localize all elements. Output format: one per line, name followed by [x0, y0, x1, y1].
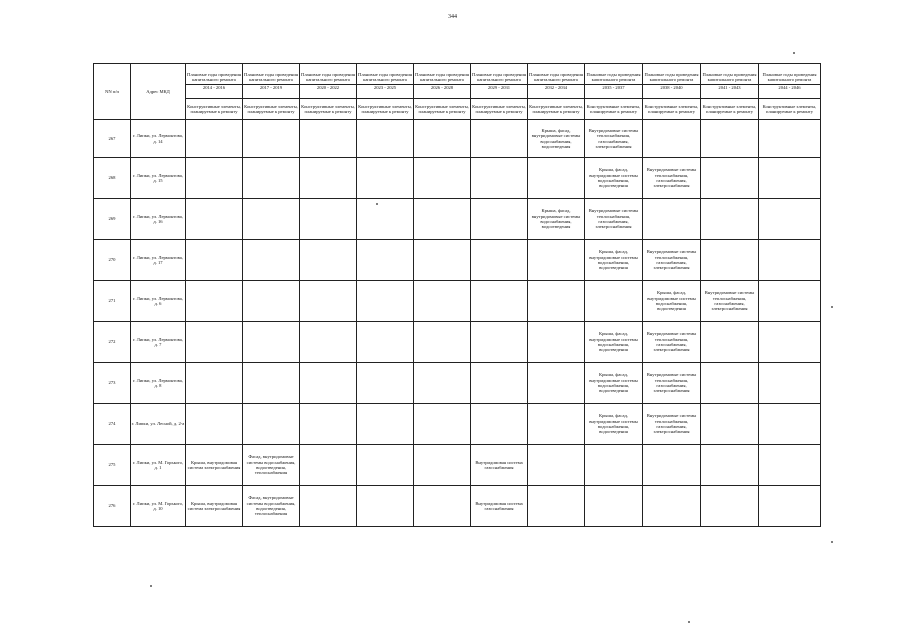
repair-cell: Внутридомовая система газоснабжения: [471, 486, 528, 527]
repair-cell: [471, 158, 528, 199]
repair-cell: [414, 445, 471, 486]
header-period: [186, 64, 243, 99]
header-period-range: 2023 - 2025: [357, 84, 413, 90]
row-address: г. Липки, ул. М. Горького, д. 1: [131, 445, 186, 486]
repair-cell: [357, 281, 414, 322]
repair-cell: [300, 158, 357, 199]
repair-cell: Внутридомовые системы теплоснабжения, газоснабжения, электроснабжения: [643, 158, 701, 199]
repair-cell: Внутридомовые системы теплоснабжения, газоснабжения, электроснабжения: [585, 199, 643, 240]
table-row: [94, 199, 821, 240]
header-elements: Конструктивные элементы, планируемые к ремонту: [357, 99, 414, 120]
repair-cell: [701, 158, 759, 199]
repair-cell: [414, 199, 471, 240]
header-period-label: Плановые годы проведения капитального ремонта: [702, 71, 757, 83]
header-period: [471, 64, 528, 99]
header-period-label: Плановые годы проведения капитального ремонта: [301, 71, 355, 83]
repair-cell: [701, 445, 759, 486]
header-period-range: 2029 - 2031: [471, 84, 527, 90]
repair-cell: [186, 158, 243, 199]
header-period: [243, 64, 300, 99]
repair-cell: [471, 199, 528, 240]
header-elements: Конструктивные элементы, планируемые к ремонту: [186, 99, 243, 120]
row-number: 271: [94, 281, 131, 322]
scan-speck: [831, 306, 833, 308]
repair-cell: [414, 281, 471, 322]
repair-cell: [243, 281, 300, 322]
repair-cell: [414, 363, 471, 404]
repair-cell: Крыша, фасад, внутридомовые системы водоснабжения, водоотведения: [585, 322, 643, 363]
row-number: 269: [94, 199, 131, 240]
repair-cell: [471, 120, 528, 158]
repair-cell: [701, 199, 759, 240]
repair-cell: [186, 240, 243, 281]
repair-cell: [759, 120, 821, 158]
row-address: г. Липки, ул. Лермонтова, д. 17: [131, 240, 186, 281]
repair-cell: [357, 158, 414, 199]
repair-cell: Внутридомовые системы теплоснабжения, газоснабжения, электроснабжения: [643, 240, 701, 281]
header-period-range: 2017 - 2019: [243, 84, 299, 90]
header-period-range: 2026 - 2028: [414, 84, 470, 90]
repair-cell: [643, 445, 701, 486]
repair-cell: [528, 445, 585, 486]
repair-cell: [528, 281, 585, 322]
table-row: [94, 158, 821, 199]
repair-cell: [759, 158, 821, 199]
header-address: Адрес МКД: [131, 64, 186, 120]
header-elements: Конструктивные элементы, планируемые к ремонту: [300, 99, 357, 120]
repair-cell: [243, 199, 300, 240]
repair-cell: [643, 199, 701, 240]
row-number: 267: [94, 120, 131, 158]
repair-cell: [243, 404, 300, 445]
repair-cell: Внутридомовые системы теплоснабжения, газоснабжения, электроснабжения: [643, 363, 701, 404]
repair-cell: [243, 363, 300, 404]
repair-cell: Крыша, внутридомовая система электроснабжения: [186, 445, 243, 486]
repair-cell: Крыша, фасад, внутридомовые системы водоснабжения, водоотведения: [585, 363, 643, 404]
header-period-range: 2032 - 2034: [528, 84, 584, 90]
repair-cell: [300, 240, 357, 281]
repair-cell: Крыша, внутридомовая система электроснабжения: [186, 486, 243, 527]
repair-cell: [186, 120, 243, 158]
repair-cell: [357, 445, 414, 486]
repair-cell: [357, 404, 414, 445]
repair-cell: Внутридомовая система газоснабжения: [471, 445, 528, 486]
row-number: 272: [94, 322, 131, 363]
header-period: [357, 64, 414, 99]
repair-cell: [528, 363, 585, 404]
page-number: 344: [448, 14, 457, 20]
header-period-label: Плановые годы проведения капитального ремонта: [644, 71, 699, 83]
repair-cell: [701, 404, 759, 445]
repair-cell: [300, 281, 357, 322]
header-elements: Конструктивные элементы, планируемые к ремонту: [759, 99, 821, 120]
table-row: [94, 363, 821, 404]
header-num: NN п/п: [94, 64, 131, 120]
header-period: [528, 64, 585, 99]
repair-cell: [759, 199, 821, 240]
repair-cell: [759, 486, 821, 527]
repair-cell: [701, 322, 759, 363]
repair-cell: [528, 158, 585, 199]
repair-cell: [528, 486, 585, 527]
row-number: 275: [94, 445, 131, 486]
repair-cell: [300, 486, 357, 527]
repair-cell: Крыша, фасад, внутридомовые системы водоснабжения, водоотведения: [585, 404, 643, 445]
repair-cell: [300, 322, 357, 363]
repair-cell: [701, 240, 759, 281]
table-row: [94, 281, 821, 322]
header-period: [414, 64, 471, 99]
repair-cell: [357, 240, 414, 281]
repair-cell: [585, 486, 643, 527]
row-address: г. Липки, ул. Лесной, д. 2-а: [131, 404, 186, 445]
repair-cell: [759, 322, 821, 363]
repair-cell: [528, 322, 585, 363]
header-elements: Конструктивные элементы, планируемые к ремонту: [585, 99, 643, 120]
repair-cell: [528, 240, 585, 281]
header-period-label: Плановые годы проведения капитального ремонта: [244, 71, 298, 83]
repair-cell: [471, 240, 528, 281]
repair-cell: [357, 199, 414, 240]
row-number: 273: [94, 363, 131, 404]
repair-cell: [300, 404, 357, 445]
repair-cell: Крыша, фасад, внутридомовые системы водоснабжения, водоотведения: [585, 240, 643, 281]
repair-cell: [357, 322, 414, 363]
repair-cell: [471, 281, 528, 322]
header-elements: Конструктивные элементы, планируемые к ремонту: [528, 99, 585, 120]
header-elements: Конструктивные элементы, планируемые к ремонту: [414, 99, 471, 120]
repair-cell: [528, 404, 585, 445]
repair-cell: [471, 363, 528, 404]
header-period-label: Плановые годы проведения капитального ремонта: [472, 71, 526, 83]
repair-schedule-table: [93, 63, 821, 527]
repair-cell: [643, 486, 701, 527]
row-number: 276: [94, 486, 131, 527]
row-number: 274: [94, 404, 131, 445]
repair-cell: [471, 322, 528, 363]
repair-cell: [471, 404, 528, 445]
scan-speck: [688, 621, 690, 623]
repair-cell: [186, 199, 243, 240]
repair-cell: Крыша, фасад, внутридомовые системы водоснабжения, водоотведения: [585, 158, 643, 199]
row-number: 270: [94, 240, 131, 281]
header-period-label: Плановые годы проведения капитального ремонта: [415, 71, 469, 83]
header-period: [643, 64, 701, 99]
row-address: г. Липки, ул. Лермонтова, д. 15: [131, 158, 186, 199]
header-elements: Конструктивные элементы, планируемые к ремонту: [643, 99, 701, 120]
repair-cell: [585, 445, 643, 486]
table-row: [94, 120, 821, 158]
table-row: [94, 445, 821, 486]
header-period-label: Плановые годы проведения капитального ремонта: [762, 71, 817, 83]
header-period-label: Плановые годы проведения капитального ремонта: [529, 71, 583, 83]
repair-cell: [300, 363, 357, 404]
header-period: [701, 64, 759, 99]
repair-cell: [243, 240, 300, 281]
header-period-range: 2038 - 2040: [643, 84, 700, 90]
repair-cell: Крыша, фасад, внутридомовые системы водоснабжения, водоотведения: [643, 281, 701, 322]
repair-cell: [186, 281, 243, 322]
repair-cell: [414, 158, 471, 199]
header-period-range: 2044 - 2046: [759, 84, 820, 90]
row-address: г. Липки, ул. Лермонтова, д. 16: [131, 199, 186, 240]
repair-cell: Внутридомовые системы теплоснабжения, газоснабжения, электроснабжения: [643, 404, 701, 445]
repair-cell: [585, 281, 643, 322]
scan-speck: [793, 52, 795, 54]
repair-cell: [186, 363, 243, 404]
repair-cell: [701, 120, 759, 158]
header-elements: Конструктивные элементы, планируемые к ремонту: [243, 99, 300, 120]
table-row: [94, 240, 821, 281]
repair-cell: [414, 240, 471, 281]
repair-cell: [243, 322, 300, 363]
repair-cell: [243, 158, 300, 199]
repair-cell: [759, 404, 821, 445]
header-period-range: 2041 - 2043: [701, 84, 758, 90]
header-row-years: [94, 64, 821, 99]
repair-cell: Крыша, фасад, внутридомовые системы водоснабжения, водоотведения: [528, 120, 585, 158]
repair-cell: [186, 322, 243, 363]
header-period-label: Плановые годы проведения капитального ремонта: [586, 71, 641, 83]
repair-cell: Внутридомовые системы теплоснабжения, газоснабжения, электроснабжения: [701, 281, 759, 322]
repair-cell: [357, 486, 414, 527]
header-period-label: Плановые годы проведения капитального ремонта: [187, 71, 241, 83]
row-address: г. Липки, ул. Лермонтова, д. 7: [131, 322, 186, 363]
table-row: [94, 322, 821, 363]
repair-cell: [186, 404, 243, 445]
header-period-range: 2020 - 2022: [300, 84, 356, 90]
repair-cell: Фасад, внутридомовые системы водоснабжения, водоотведения, теплоснабжения: [243, 445, 300, 486]
repair-cell: [414, 486, 471, 527]
header-period: [759, 64, 821, 99]
header-period-range: 2014 - 2016: [186, 84, 242, 90]
header-period: [300, 64, 357, 99]
repair-cell: Внутридомовые системы теплоснабжения, газоснабжения, электроснабжения: [643, 322, 701, 363]
row-number: 268: [94, 158, 131, 199]
repair-cell: [357, 363, 414, 404]
repair-cell: [300, 445, 357, 486]
repair-cell: [414, 404, 471, 445]
repair-cell: [759, 281, 821, 322]
repair-cell: [643, 120, 701, 158]
table-row: [94, 404, 821, 445]
row-address: г. Липки, ул. Лермонтова, д. 14: [131, 120, 186, 158]
repair-cell: [701, 486, 759, 527]
row-address: г. Липки, ул. М. Горького, д. 10: [131, 486, 186, 527]
table-header: [94, 64, 821, 120]
repair-cell: [300, 199, 357, 240]
repair-cell: Фасад, внутридомовые системы водоснабжения, водоотведения, теплоснабжения: [243, 486, 300, 527]
header-period-label: Плановые годы проведения капитального ремонта: [358, 71, 412, 83]
row-address: г. Липки, ул. Лермонтова, д. 6: [131, 281, 186, 322]
repair-cell: [357, 120, 414, 158]
header-elements: Конструктивные элементы, планируемые к ремонту: [701, 99, 759, 120]
table-row: [94, 486, 821, 527]
table-body: [94, 120, 821, 527]
scan-speck: [831, 541, 833, 543]
scan-speck: [150, 585, 152, 587]
repair-cell: [414, 322, 471, 363]
repair-cell: Внутридомовые системы теплоснабжения, газоснабжения, электроснабжения: [585, 120, 643, 158]
repair-cell: Крыша, фасад, внутридомовые системы водоснабжения, водоотведения: [528, 199, 585, 240]
repair-cell: [243, 120, 300, 158]
header-period-range: 2035 - 2037: [585, 84, 642, 90]
repair-cell: [759, 445, 821, 486]
repair-cell: [759, 363, 821, 404]
repair-cell: [759, 240, 821, 281]
header-elements: Конструктивные элементы, планируемые к ремонту: [471, 99, 528, 120]
row-address: г. Липки, ул. Лермонтова, д. 8: [131, 363, 186, 404]
repair-cell: [701, 363, 759, 404]
repair-cell: [414, 120, 471, 158]
header-row-elements: [94, 99, 821, 120]
header-period: [585, 64, 643, 99]
repair-cell: [300, 120, 357, 158]
